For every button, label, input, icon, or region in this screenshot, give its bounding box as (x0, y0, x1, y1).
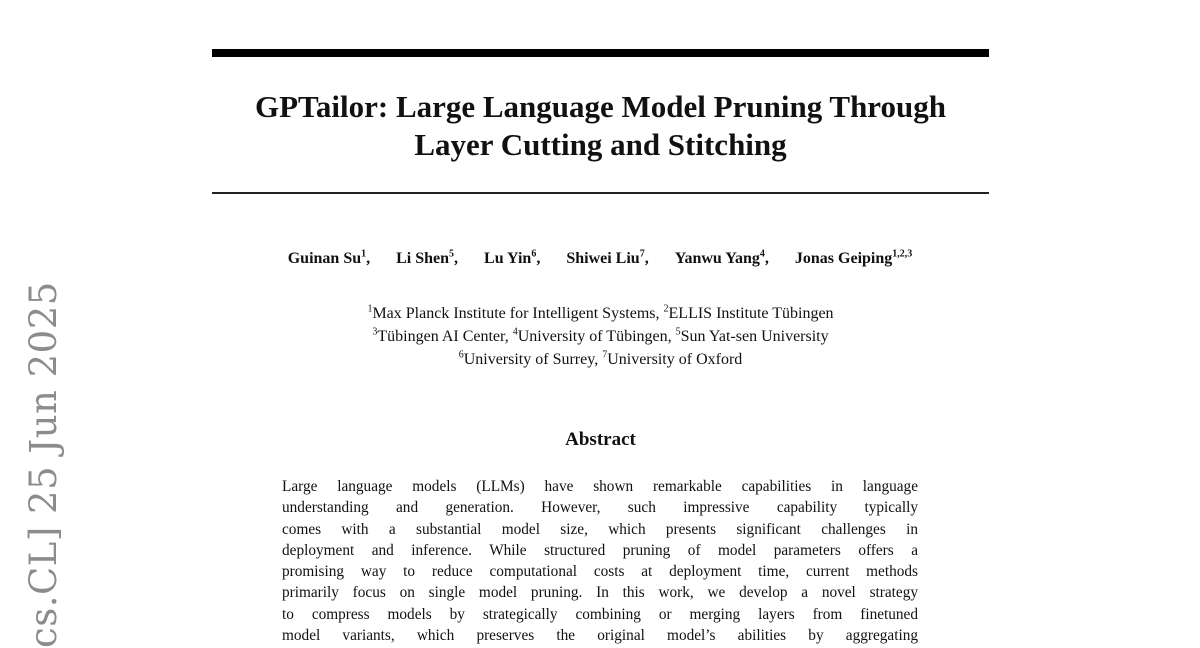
arxiv-stamp: cs.CL] 25 Jun 2025 (22, 281, 65, 648)
affiliations (212, 302, 989, 371)
author: Lu Yin$^6$, (484, 248, 541, 267)
author-list (200, 248, 1000, 270)
affiliation-line: $^6$University of Surrey, $^7$University of Oxford (458, 349, 743, 368)
affiliation-line: $^1$Max Planck Institute for Intelligent Systems, $^2$ELLIS Institute Tübingen (367, 303, 834, 322)
abstract-line: understanding and generation. However, such impressive capability typically (282, 499, 918, 517)
author: Yanwu Yang$^4$, (674, 248, 769, 267)
author: Guinan Su$^1$, (287, 248, 371, 267)
abstract-heading: Abstract (565, 429, 636, 450)
abstract-line: deployment and inference. While structured pruning of model parameters offers a (282, 541, 918, 559)
title-line-1: GPTailor: Large Language Model Pruning Through (255, 89, 946, 124)
abstract-line: primarily focus on single model pruning. In this work, we develop a novel strategy (282, 584, 918, 602)
top-rule (212, 49, 989, 57)
title-line-2: Layer Cutting and Stitching (414, 127, 787, 162)
affiliation-line: $^3$Tübingen AI Center, $^4$University of Tübingen, $^5$Sun Yat-sen University (372, 326, 829, 345)
title-bottom-rule (212, 192, 989, 194)
abstract-line: model variants, which preserves the original model’s abilities by aggregating (282, 627, 918, 645)
author: Li Shen$^5$, (396, 248, 459, 267)
abstract-line: Large language models (LLMs) have shown remarkable capabilities in language (282, 478, 918, 495)
abstract-line: promising way to reduce computational costs at deployment time, current methods (282, 563, 918, 581)
paper-title (212, 88, 989, 164)
abstract-body (282, 476, 918, 646)
abstract-line: comes with a substantial model size, which presents significant challenges in (282, 520, 918, 538)
author: Jonas Geiping$^{1,2,3}$ (794, 248, 913, 267)
author: Shiwei Liu$^7$, (566, 248, 649, 267)
abstract-line: to compress models by strategically combining or merging layers from finetuned (282, 605, 918, 623)
